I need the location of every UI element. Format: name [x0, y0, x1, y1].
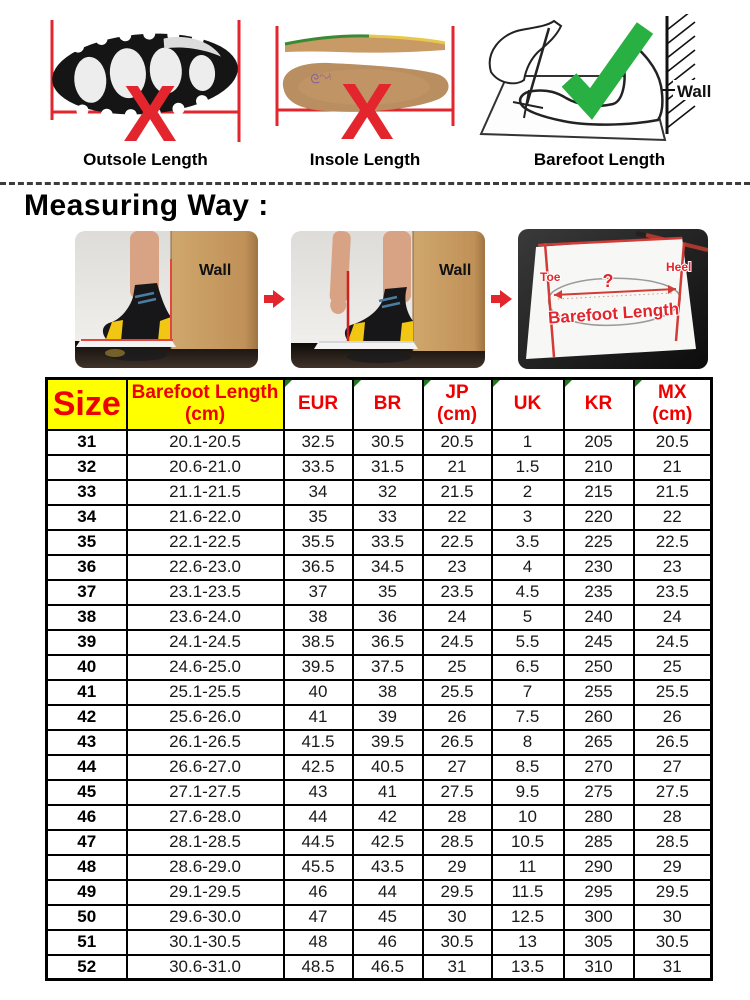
value-cell: 24.5 [634, 630, 712, 655]
size-cell: 41 [47, 680, 127, 705]
value-cell: 27.6-28.0 [127, 805, 284, 830]
value-cell: 41 [284, 705, 353, 730]
wall-label: Wall [199, 261, 232, 279]
green-corner-marker-icon [424, 380, 431, 387]
barefoot-figure [477, 14, 722, 170]
value-cell: 290 [564, 855, 634, 880]
value-cell: 30.5 [353, 430, 423, 455]
size-cell: 37 [47, 580, 127, 605]
value-cell: 23 [423, 555, 492, 580]
size-row-49 [47, 880, 712, 905]
value-cell: 41 [353, 780, 423, 805]
col-header-mx: MX (cm) [634, 379, 712, 430]
value-cell: 255 [564, 680, 634, 705]
value-cell: 4.5 [492, 580, 564, 605]
value-cell: 27 [423, 755, 492, 780]
value-cell: 8.5 [492, 755, 564, 780]
size-cell: 43 [47, 730, 127, 755]
insole-figure [269, 14, 461, 170]
value-cell: 28 [634, 805, 712, 830]
value-cell: 27 [634, 755, 712, 780]
size-cell: 46 [47, 805, 127, 830]
value-cell: 42.5 [284, 755, 353, 780]
value-cell: 28.1-28.5 [127, 830, 284, 855]
value-cell: 2 [492, 480, 564, 505]
size-cell: 51 [47, 930, 127, 955]
value-cell: 29.1-29.5 [127, 880, 284, 905]
value-cell: 41.5 [284, 730, 353, 755]
value-cell: 36 [353, 605, 423, 630]
value-cell: 5.5 [492, 630, 564, 655]
value-cell: 9.5 [492, 780, 564, 805]
value-cell: 215 [564, 480, 634, 505]
value-cell: 30 [634, 905, 712, 930]
col-header-br: BR [353, 379, 423, 430]
value-cell: 22.5 [634, 530, 712, 555]
value-cell: 44.5 [284, 830, 353, 855]
value-cell: 36.5 [353, 630, 423, 655]
value-cell: 35 [353, 580, 423, 605]
value-cell: 11 [492, 855, 564, 880]
green-corner-marker-icon [354, 380, 361, 387]
size-conversion-table [45, 377, 713, 981]
size-row-50 [47, 905, 712, 930]
value-cell: 31.5 [353, 455, 423, 480]
size-cell: 32 [47, 455, 127, 480]
size-cell: 33 [47, 480, 127, 505]
size-row-40 [47, 655, 712, 680]
arrow-right-icon [264, 290, 285, 308]
value-cell: 48 [284, 930, 353, 955]
green-corner-marker-icon [635, 380, 642, 387]
value-cell: 34.5 [353, 555, 423, 580]
value-cell: 46 [284, 880, 353, 905]
value-cell: 305 [564, 930, 634, 955]
green-corner-marker-icon [565, 380, 572, 387]
wrong-x-mark: X [123, 69, 177, 148]
toe-label: Toe [540, 270, 561, 284]
measure-photo-paper-outline [518, 229, 708, 369]
value-cell: 29.6-30.0 [127, 905, 284, 930]
size-cell: 47 [47, 830, 127, 855]
value-cell: 28.5 [634, 830, 712, 855]
value-cell: 27.5 [423, 780, 492, 805]
value-cell: 26.5 [423, 730, 492, 755]
value-cell: 29 [423, 855, 492, 880]
value-cell: 11.5 [492, 880, 564, 905]
size-cell: 39 [47, 630, 127, 655]
size-row-45 [47, 780, 712, 805]
size-cell: 35 [47, 530, 127, 555]
value-cell: 31 [423, 955, 492, 980]
value-cell: 235 [564, 580, 634, 605]
value-cell: 25.1-25.5 [127, 680, 284, 705]
value-cell: 25.6-26.0 [127, 705, 284, 730]
value-cell: 23.5 [423, 580, 492, 605]
table-header-row [47, 379, 712, 430]
value-cell: 46 [353, 930, 423, 955]
value-cell: 225 [564, 530, 634, 555]
size-cell: 49 [47, 880, 127, 905]
value-cell: 36.5 [284, 555, 353, 580]
value-cell: 40 [284, 680, 353, 705]
value-cell: 45.5 [284, 855, 353, 880]
value-cell: 21 [634, 455, 712, 480]
value-cell: 31 [634, 955, 712, 980]
value-cell: 25 [634, 655, 712, 680]
value-cell: 30.5 [634, 930, 712, 955]
value-cell: 46.5 [353, 955, 423, 980]
value-cell: 30 [423, 905, 492, 930]
value-cell: 33 [353, 505, 423, 530]
col-header-uk: UK [492, 379, 564, 430]
value-cell: 205 [564, 430, 634, 455]
wall-label: Wall [439, 261, 472, 279]
size-cell: 38 [47, 605, 127, 630]
size-row-47 [47, 830, 712, 855]
green-corner-marker-icon [493, 380, 500, 387]
value-cell: 37.5 [353, 655, 423, 680]
value-cell: 25.5 [634, 680, 712, 705]
value-cell: 39 [353, 705, 423, 730]
value-cell: 7.5 [492, 705, 564, 730]
value-cell: 32 [353, 480, 423, 505]
value-cell: 265 [564, 730, 634, 755]
value-cell: 48.5 [284, 955, 353, 980]
dashed-divider [0, 182, 750, 185]
barefoot-caption: Barefoot Length [533, 150, 666, 169]
arrow-right-icon [491, 290, 512, 308]
value-cell: 26.5 [634, 730, 712, 755]
value-cell: 4 [492, 555, 564, 580]
measuring-photos [0, 229, 750, 369]
wrong-x-mark: X [340, 67, 394, 148]
measure-photo-heel-to-wall [75, 231, 258, 368]
value-cell: 20.6-21.0 [127, 455, 284, 480]
value-cell: 27.5 [634, 780, 712, 805]
value-cell: 24 [423, 605, 492, 630]
size-row-32 [47, 455, 712, 480]
value-cell: 310 [564, 955, 634, 980]
value-cell: 35 [284, 505, 353, 530]
value-cell: 43.5 [353, 855, 423, 880]
size-row-33 [47, 480, 712, 505]
heel-label: Heel [666, 260, 692, 274]
value-cell: 21.6-22.0 [127, 505, 284, 530]
value-cell: 30.1-30.5 [127, 930, 284, 955]
value-cell: 29.5 [634, 880, 712, 905]
insole-caption: Insole Length [309, 150, 421, 169]
value-cell: 45 [353, 905, 423, 930]
size-row-44 [47, 755, 712, 780]
question-mark-label: ? [602, 271, 614, 291]
size-row-52 [47, 955, 712, 980]
size-row-46 [47, 805, 712, 830]
col-header-jp: JP (cm) [423, 379, 492, 430]
value-cell: 3 [492, 505, 564, 530]
size-row-31 [47, 430, 712, 455]
value-cell: 5 [492, 605, 564, 630]
size-cell: 40 [47, 655, 127, 680]
value-cell: 21.1-21.5 [127, 480, 284, 505]
value-cell: 24.1-24.5 [127, 630, 284, 655]
value-cell: 20.5 [634, 430, 712, 455]
value-cell: 250 [564, 655, 634, 680]
value-cell: 245 [564, 630, 634, 655]
value-cell: 28 [423, 805, 492, 830]
barefoot-illustration-icon [477, 14, 722, 148]
value-cell: 13.5 [492, 955, 564, 980]
value-cell: 22 [423, 505, 492, 530]
size-row-34 [47, 505, 712, 530]
value-cell: 275 [564, 780, 634, 805]
value-cell: 23.6-24.0 [127, 605, 284, 630]
value-cell: 22.5 [423, 530, 492, 555]
size-row-38 [47, 605, 712, 630]
size-cell: 52 [47, 955, 127, 980]
value-cell: 280 [564, 805, 634, 830]
size-row-39 [47, 630, 712, 655]
value-cell: 285 [564, 830, 634, 855]
size-cell: 31 [47, 430, 127, 455]
value-cell: 32.5 [284, 430, 353, 455]
size-cell: 42 [47, 705, 127, 730]
value-cell: 270 [564, 755, 634, 780]
value-cell: 37 [284, 580, 353, 605]
value-cell: 43 [284, 780, 353, 805]
measure-photo-mark-toe [291, 231, 485, 368]
size-cell: 48 [47, 855, 127, 880]
value-cell: 26 [423, 705, 492, 730]
value-cell: 6.5 [492, 655, 564, 680]
size-cell: 44 [47, 755, 127, 780]
value-cell: 38 [284, 605, 353, 630]
value-cell: 21 [423, 455, 492, 480]
value-cell: 25.5 [423, 680, 492, 705]
value-cell: 27.1-27.5 [127, 780, 284, 805]
size-row-35 [47, 530, 712, 555]
size-row-43 [47, 730, 712, 755]
value-cell: 22.1-22.5 [127, 530, 284, 555]
value-cell: 38.5 [284, 630, 353, 655]
value-cell: 260 [564, 705, 634, 730]
col-header-size: Size [47, 379, 127, 430]
value-cell: 220 [564, 505, 634, 530]
value-cell: 47 [284, 905, 353, 930]
value-cell: 24.5 [423, 630, 492, 655]
insole-brand-scribble: ᘓᵔᵕᵎ [309, 69, 333, 87]
value-cell: 28.6-29.0 [127, 855, 284, 880]
barefoot-length-label: Barefoot Length [547, 299, 680, 328]
value-cell: 22.6-23.0 [127, 555, 284, 580]
value-cell: 28.5 [423, 830, 492, 855]
outsole-figure [38, 14, 253, 170]
green-corner-marker-icon [285, 380, 292, 387]
value-cell: 26.1-26.5 [127, 730, 284, 755]
size-row-36 [47, 555, 712, 580]
value-cell: 30.6-31.0 [127, 955, 284, 980]
value-cell: 44 [353, 880, 423, 905]
value-cell: 23.1-23.5 [127, 580, 284, 605]
value-cell: 30.5 [423, 930, 492, 955]
value-cell: 295 [564, 880, 634, 905]
insole-illustration-icon [269, 14, 461, 148]
size-row-42 [47, 705, 712, 730]
size-cell: 45 [47, 780, 127, 805]
value-cell: 26.6-27.0 [127, 755, 284, 780]
value-cell: 25 [423, 655, 492, 680]
value-cell: 210 [564, 455, 634, 480]
measuring-way-heading: Measuring Way : [24, 189, 269, 222]
value-cell: 20.5 [423, 430, 492, 455]
outsole-caption: Outsole Length [83, 150, 208, 169]
size-row-48 [47, 855, 712, 880]
size-cell: 34 [47, 505, 127, 530]
value-cell: 40.5 [353, 755, 423, 780]
outsole-illustration-icon [38, 14, 253, 148]
value-cell: 26 [634, 705, 712, 730]
value-cell: 7 [492, 680, 564, 705]
value-cell: 35.5 [284, 530, 353, 555]
value-cell: 12.5 [492, 905, 564, 930]
value-cell: 24 [634, 605, 712, 630]
length-type-figures [0, 0, 750, 170]
value-cell: 22 [634, 505, 712, 530]
value-cell: 20.1-20.5 [127, 430, 284, 455]
col-header-eur: EUR [284, 379, 353, 430]
value-cell: 44 [284, 805, 353, 830]
value-cell: 13 [492, 930, 564, 955]
size-row-51 [47, 930, 712, 955]
value-cell: 1.5 [492, 455, 564, 480]
value-cell: 23.5 [634, 580, 712, 605]
value-cell: 230 [564, 555, 634, 580]
value-cell: 1 [492, 430, 564, 455]
value-cell: 33.5 [284, 455, 353, 480]
size-cell: 50 [47, 905, 127, 930]
value-cell: 29.5 [423, 880, 492, 905]
value-cell: 42.5 [353, 830, 423, 855]
value-cell: 23 [634, 555, 712, 580]
value-cell: 21.5 [423, 480, 492, 505]
value-cell: 38 [353, 680, 423, 705]
value-cell: 39.5 [284, 655, 353, 680]
value-cell: 34 [284, 480, 353, 505]
value-cell: 10 [492, 805, 564, 830]
value-cell: 240 [564, 605, 634, 630]
value-cell: 33.5 [353, 530, 423, 555]
value-cell: 29 [634, 855, 712, 880]
size-cell: 36 [47, 555, 127, 580]
size-row-41 [47, 680, 712, 705]
value-cell: 21.5 [634, 480, 712, 505]
value-cell: 3.5 [492, 530, 564, 555]
col-header-kr: KR [564, 379, 634, 430]
size-row-37 [47, 580, 712, 605]
value-cell: 10.5 [492, 830, 564, 855]
value-cell: 24.6-25.0 [127, 655, 284, 680]
value-cell: 300 [564, 905, 634, 930]
value-cell: 42 [353, 805, 423, 830]
value-cell: 39.5 [353, 730, 423, 755]
wall-label: Wall [677, 82, 712, 101]
col-header-barefoot-length: Barefoot Length (cm) [127, 379, 284, 430]
value-cell: 8 [492, 730, 564, 755]
